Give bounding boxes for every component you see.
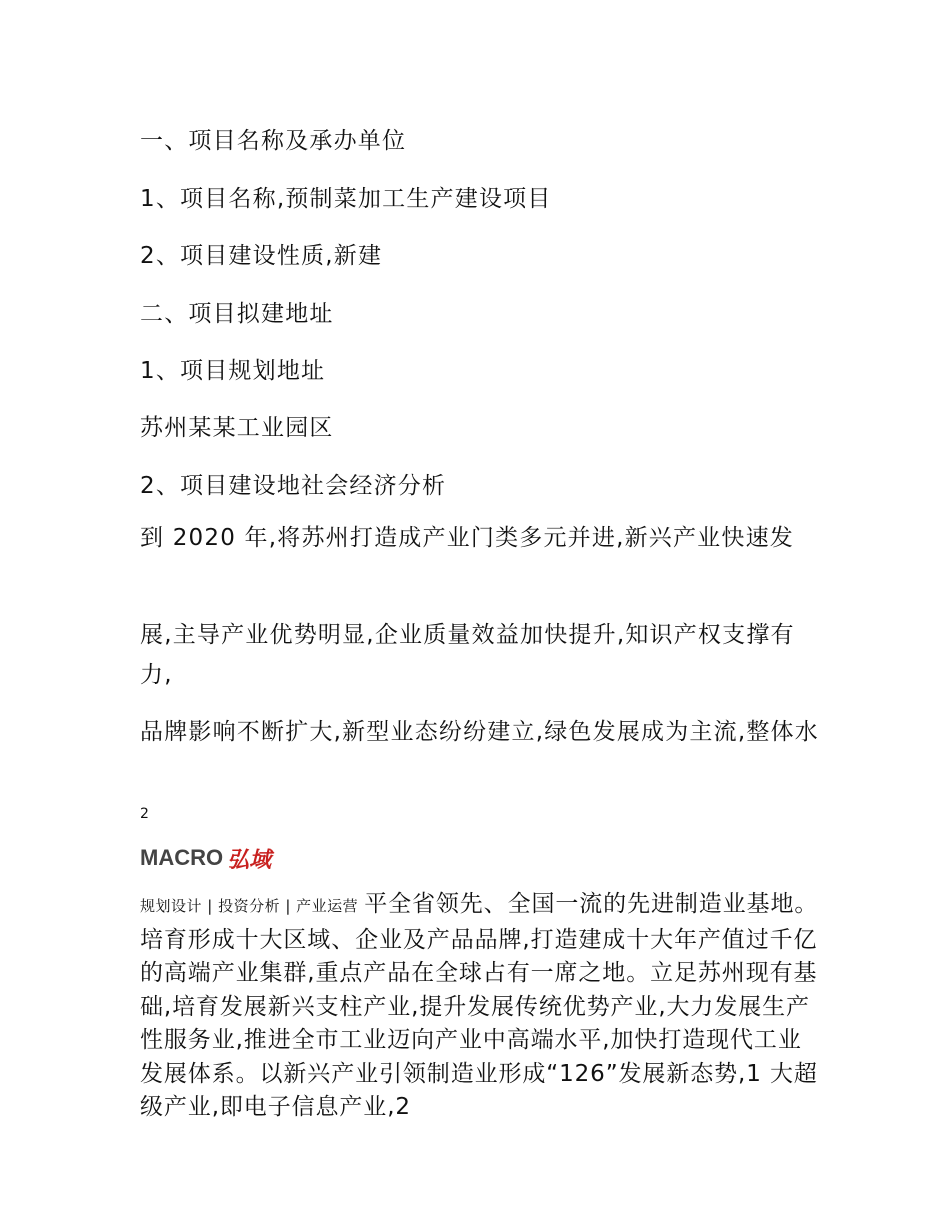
section-heading-1: 一、项目名称及承办单位 bbox=[140, 128, 407, 154]
project-nature-line: 2、项目建设性质,新建 bbox=[140, 243, 383, 269]
body-text: 平全省领先、全国一流的先进制造业基地。培育形成十大区域、企业及产品品牌,打造建成十大年产值过千亿的高端产业集群,重点产品在全球占有一席之地。立足苏州现有基础,培育发展新兴支柱产业,提升发展传统优势产业,大力发展生产性服务业,推进全市工业迈向产业中高端水平,加快打造现代工业发展体系。以新兴产业引领制造业形成“126”发展新态势,1 大超级产业,即电子信息产业,2 bbox=[140, 891, 819, 1120]
site-plan-heading: 1、项目规划地址 bbox=[140, 358, 326, 384]
logo-chinese-text: 弘域 bbox=[227, 847, 272, 873]
project-name-line: 1、项目名称,预制菜加工生产建设项目 bbox=[140, 186, 552, 212]
paragraph-2: 展,主导产业优势明显,企业质量效益加快提升,知识产权支撑有力, bbox=[140, 622, 795, 688]
paragraph-1: 到 2020 年,将苏州打造成产业门类多元并进,新兴产业快速发 bbox=[140, 525, 794, 551]
page-number: 2 bbox=[140, 806, 149, 822]
company-tagline: 规划设计 | 投资分析 | 产业运营 bbox=[140, 897, 359, 915]
macro-logo bbox=[140, 845, 271, 871]
section-heading-2: 二、项目拟建地址 bbox=[140, 301, 334, 327]
body-text-block bbox=[140, 888, 820, 1125]
logo-latin-text: MACRO bbox=[140, 845, 224, 870]
site-location: 苏州某某工业园区 bbox=[140, 415, 334, 441]
paragraph-3: 品牌影响不断扩大,新型业态纷纷建立,绿色发展成为主流,整体水 bbox=[140, 719, 819, 745]
socio-economic-heading: 2、项目建设地社会经济分析 bbox=[140, 473, 447, 499]
